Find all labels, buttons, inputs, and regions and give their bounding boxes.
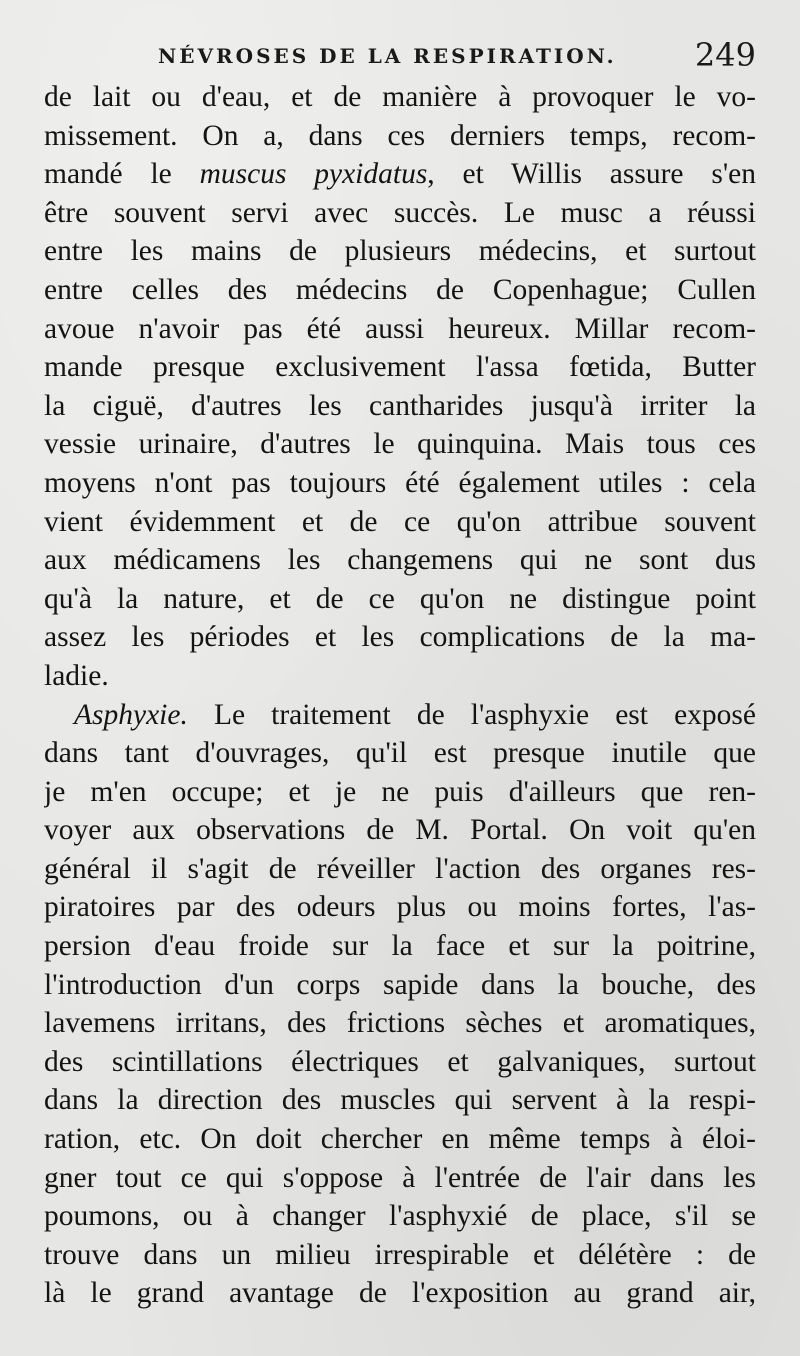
text-line: moyens n'ont pas toujours été également utiles : cela <box>44 466 756 499</box>
text-line: mande presque exclusivement l'assa fœtida, Butter <box>44 351 756 384</box>
text-line: mandé le muscus pyxidatus, et Willis assure s'en <box>44 158 756 191</box>
text-line: aux médicamens les changemens qui ne sont dus <box>44 544 756 577</box>
text-line: général il s'agit de réveiller l'action des organes res- <box>44 852 756 885</box>
text-line: vessie urinaire, d'autres le quinquina. Mais tous ces <box>44 428 756 461</box>
page-header <box>0 36 800 76</box>
text-line: lavemens irritans, des frictions sèches et aromatiques, <box>44 1007 756 1040</box>
body-text <box>44 78 756 1313</box>
section-heading-italic: Asphyxie. <box>74 698 188 731</box>
text-line: entre celles des médecins de Copenhague; Cullen <box>44 273 756 306</box>
text-line: vient évidemment et de ce qu'on attribue souvent <box>44 505 756 538</box>
text-line: ladie. <box>44 659 109 692</box>
text-line: dans la direction des muscles qui servent à la respi- <box>44 1084 756 1117</box>
text-line: qu'à la nature, et de ce qu'on ne distingue point <box>44 582 756 615</box>
text-line: trouve dans un milieu irrespirable et délétère : de <box>44 1238 756 1271</box>
text-line: Asphyxie. Le traitement de l'asphyxie est exposé <box>74 698 756 731</box>
text-line: de lait ou d'eau, et de manière à provoquer le vo- <box>44 81 756 113</box>
text-line: dans tant d'ouvrages, qu'il est presque inutile que <box>44 737 756 770</box>
text-line: assez les périodes et les complications de la ma- <box>44 621 756 654</box>
text-line: avoue n'avoir pas été aussi heureux. Millar recom- <box>44 312 756 345</box>
text-line: être souvent servi avec succès. Le musc a réussi <box>44 196 756 229</box>
text-line: je m'en occupe; et je ne puis d'ailleurs que ren- <box>44 775 756 808</box>
page-number: 249 <box>694 36 756 74</box>
text-line: piratoires par des odeurs plus ou moins fortes, l'as- <box>44 891 756 924</box>
text-line: gner tout ce qui s'oppose à l'entrée de l'air dans les <box>44 1161 756 1194</box>
text-line: ration, etc. On doit chercher en même temps à éloi- <box>44 1123 756 1156</box>
italic-term: muscus pyxidatus <box>199 158 428 191</box>
text-line: poumons, ou à changer l'asphyxié de place, s'il se <box>44 1200 756 1233</box>
text-line: persion d'eau froide sur la face et sur la poitrine, <box>44 930 756 963</box>
text-line: voyer aux observations de M. Portal. On voit qu'en <box>44 814 756 847</box>
text-line: missement. On a, dans ces derniers temps, recom- <box>44 119 756 152</box>
text-line: l'introduction d'un corps sapide dans la bouche, des <box>44 968 756 1001</box>
text-line: la ciguë, d'autres les cantharides jusqu'à irriter la <box>44 389 756 422</box>
text-line: entre les mains de plusieurs médecins, et surtout <box>44 235 756 268</box>
text-line: des scintillations électriques et galvaniques, surtout <box>44 1045 756 1078</box>
running-head: NÉVROSES DE LA RESPIRATION. <box>158 44 617 68</box>
text-line: là le grand avantage de l'exposition au grand air, <box>44 1277 756 1310</box>
